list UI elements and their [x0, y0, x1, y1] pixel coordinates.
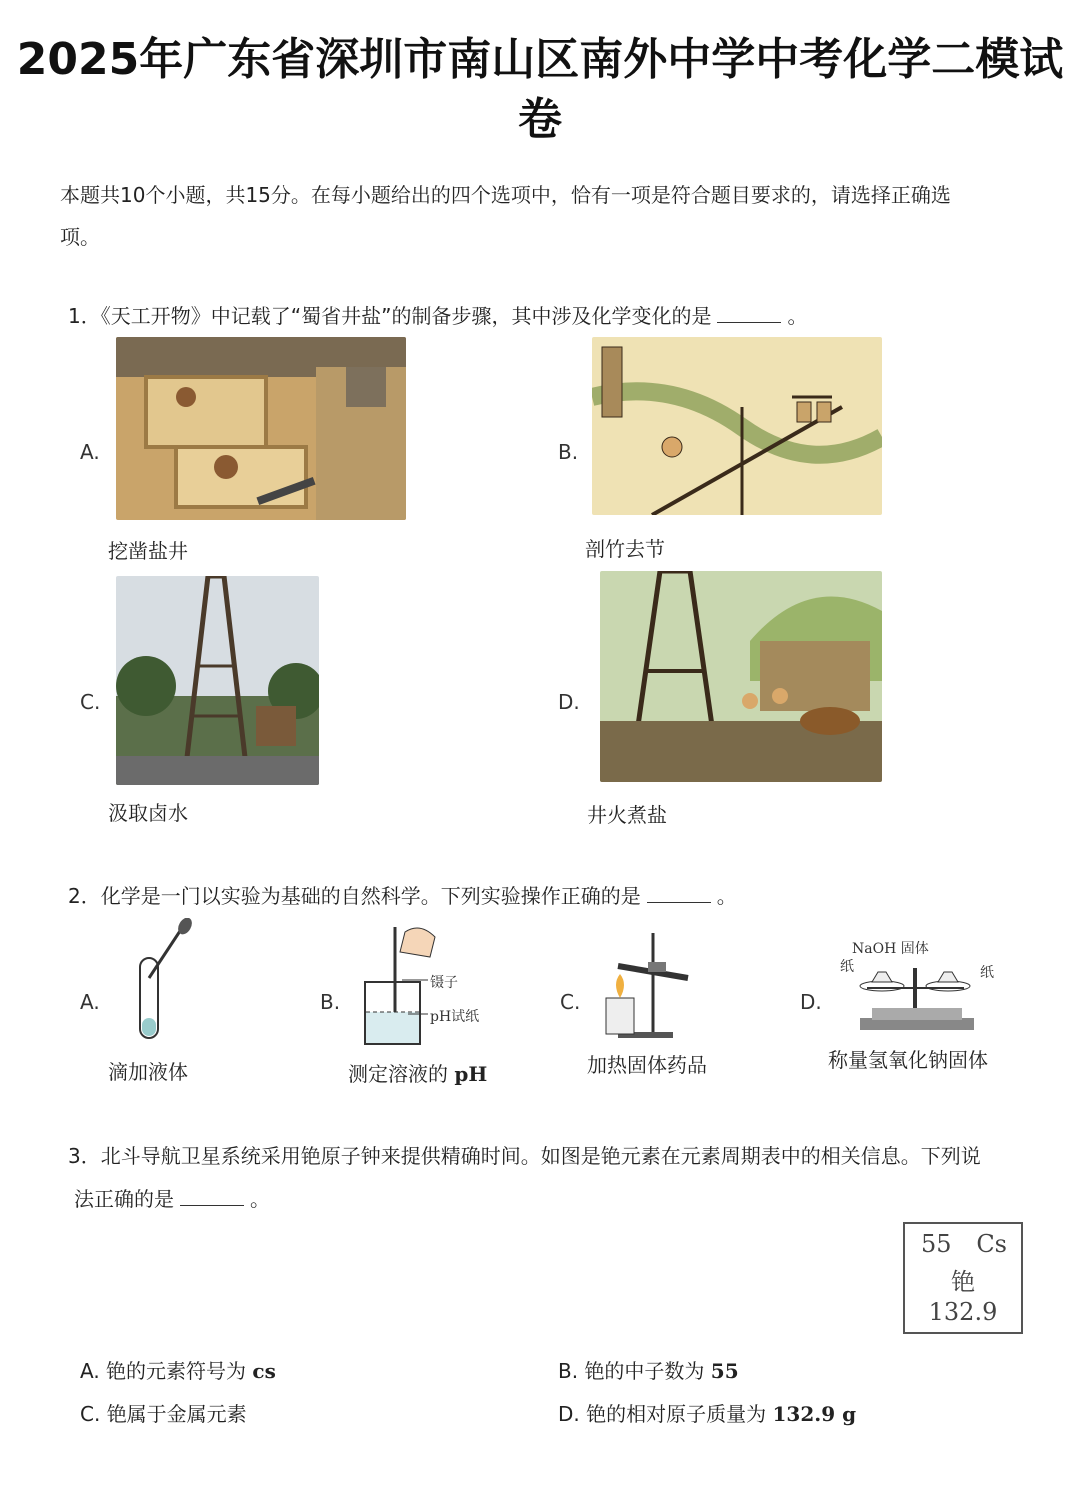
salt-boiling-image	[600, 571, 882, 782]
answer-blank[interactable]	[180, 1187, 244, 1206]
q3-option-c[interactable]	[80, 1398, 247, 1427]
q2-option-c-caption: 加热固体药品	[587, 1053, 707, 1077]
q2-option-b-caption	[348, 1058, 487, 1087]
element-name: 铯	[951, 1268, 975, 1296]
dropper-test-tube-diagram	[130, 918, 200, 1043]
q3-option-a[interactable]	[80, 1355, 276, 1384]
section-intro	[60, 174, 1020, 258]
q3-option-d[interactable]	[558, 1398, 856, 1427]
heating-solid-diagram	[598, 928, 693, 1040]
question-3-stem-line1: 3．北斗导航卫星系统采用铯原子钟来提供精确时间。如图是铯元素在元素周期表中的相关信息。下列说	[68, 1144, 981, 1168]
option-letter: A.	[80, 1359, 100, 1383]
naoh-solid-label: NaOH 固体	[852, 941, 929, 957]
option-letter: B.	[558, 1359, 579, 1383]
ph-test-diagram	[360, 922, 490, 1048]
balance-scale-diagram	[852, 958, 982, 1033]
q1-option-c-letter[interactable]: C.	[80, 690, 101, 714]
caption-text: 测定溶液的	[348, 1062, 448, 1086]
period: 。	[250, 1187, 270, 1211]
option-text: 铯的元素符号为	[106, 1359, 247, 1383]
q2-option-d-letter[interactable]: D.	[800, 990, 822, 1014]
atomic-number: 55	[921, 1230, 952, 1258]
q2-option-c-letter[interactable]: C.	[560, 990, 581, 1014]
option-text: 铯属于金属元素	[106, 1402, 247, 1426]
q1-option-b-letter[interactable]: B.	[558, 440, 579, 464]
q3-option-b[interactable]	[558, 1355, 739, 1384]
question-1-stem	[68, 300, 807, 329]
question-2-stem	[68, 880, 737, 909]
atomic-mass: 132.9	[928, 1298, 998, 1326]
tweezers-label: 镊子	[430, 975, 458, 991]
option-value: cs	[252, 1359, 276, 1383]
ph-paper-label: pH试纸	[430, 1009, 480, 1025]
brine-drawing-derrick-image	[116, 576, 319, 785]
intro-line2: 项。	[60, 225, 100, 249]
q1-option-d-letter[interactable]: D.	[558, 690, 580, 714]
q2-option-b-letter[interactable]: B.	[320, 990, 341, 1014]
q1-option-b-caption: 剖竹去节	[585, 537, 665, 561]
answer-blank[interactable]	[717, 304, 781, 323]
caption-ph: pH	[454, 1062, 488, 1086]
option-text: 铯的相对原子质量为	[586, 1402, 767, 1426]
option-text: 铯的中子数为	[584, 1359, 705, 1383]
q2-option-d-caption: 称量氢氧化钠固体	[828, 1048, 988, 1072]
option-letter: C.	[80, 1402, 101, 1426]
question-1-text: 1．《天工开物》中记载了“蜀省井盐”的制备步骤，其中涉及化学变化的是	[68, 304, 712, 328]
question-2-text: 2．化学是一门以实验为基础的自然科学。下列实验操作正确的是	[68, 884, 641, 908]
element-symbol: Cs	[976, 1230, 1007, 1258]
element-card-cesium	[903, 1222, 1023, 1334]
q2-option-a-letter[interactable]: A.	[80, 990, 100, 1014]
q1-option-d-caption: 井火煮盐	[587, 803, 667, 827]
option-value: 55	[710, 1359, 739, 1383]
q1-option-a-letter[interactable]: A.	[80, 440, 100, 464]
period: 。	[787, 304, 808, 328]
paper-left-label: 纸	[840, 959, 854, 975]
question-3-text: 法正确的是	[74, 1187, 174, 1211]
page-title: 2025年广东省深圳市南山区南外中学中考化学二模试	[16, 34, 1064, 85]
question-3-stem-line2	[74, 1183, 270, 1212]
q1-option-a-caption: 挖凿盐井	[108, 539, 188, 563]
period: 。	[716, 884, 737, 908]
option-letter: D.	[558, 1402, 580, 1426]
q1-option-c-caption: 汲取卤水	[108, 801, 188, 825]
answer-blank[interactable]	[647, 884, 711, 903]
bamboo-cutting-image	[592, 337, 882, 515]
page-title-line2: 卷	[518, 94, 562, 145]
option-value: 132.9 g	[772, 1402, 857, 1426]
q2-option-a-caption: 滴加液体	[108, 1060, 188, 1084]
salt-well-digging-image	[116, 337, 406, 520]
paper-right-label: 纸	[980, 965, 994, 981]
intro-line1: 本题共10个小题，共15分。在每小题给出的四个选项中，恰有一项是符合题目要求的，请选择正确选	[60, 183, 951, 207]
